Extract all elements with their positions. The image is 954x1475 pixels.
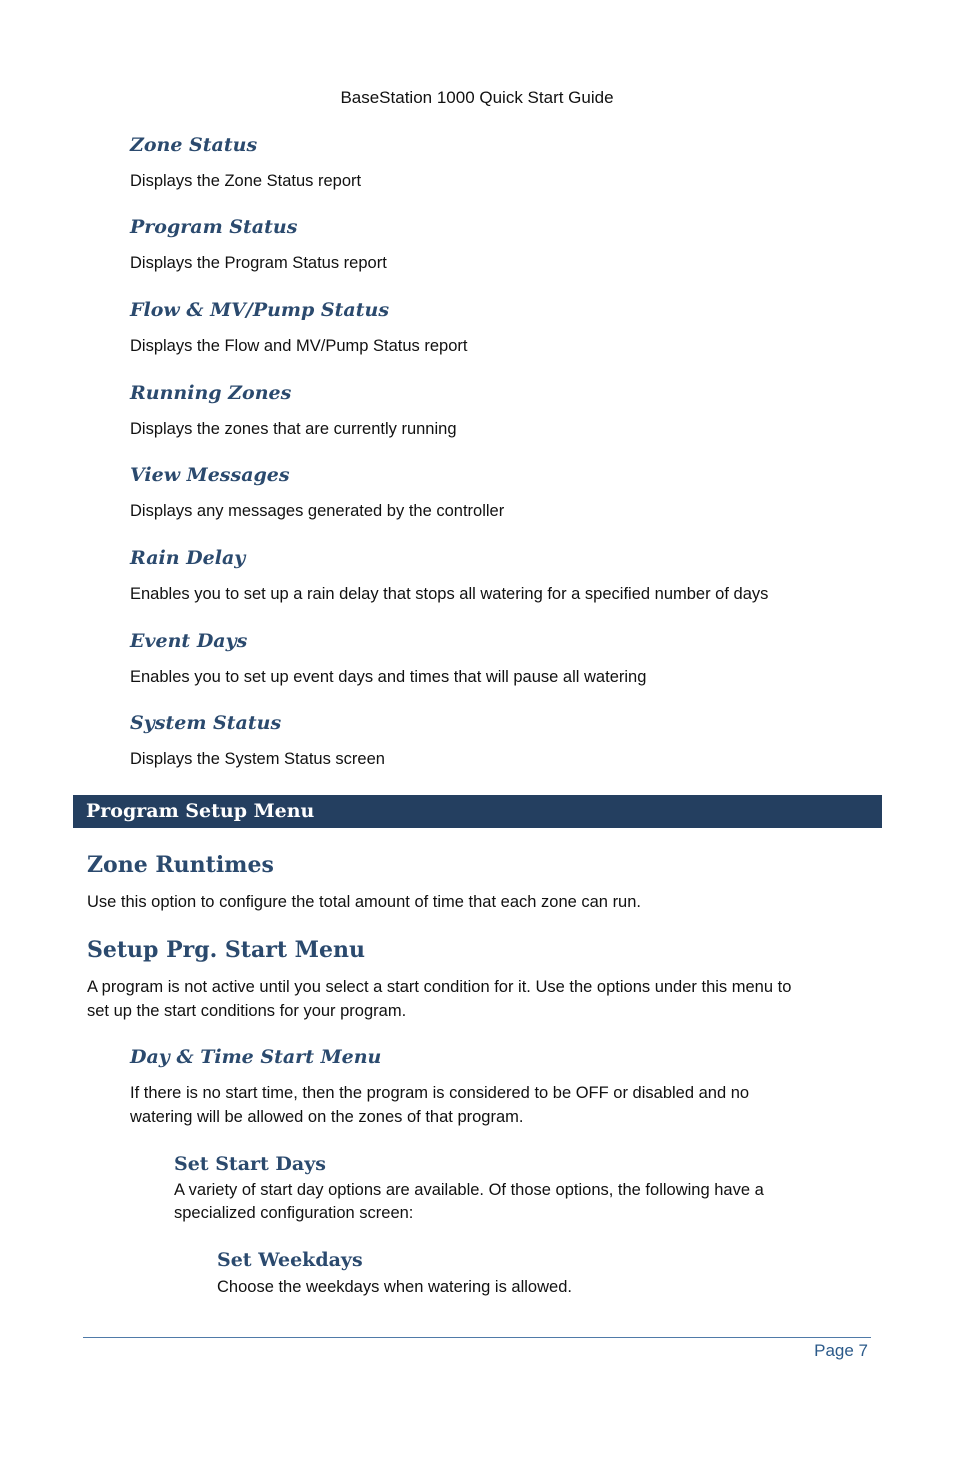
flow-status-desc: Displays the Flow and MV/Pump Status report [130, 337, 468, 355]
rain-delay-heading: Rain Delay [130, 547, 246, 569]
zone-status-heading: Zone Status [130, 134, 258, 156]
page-number: Page 7 [814, 1341, 868, 1360]
day-time-desc-line1: If there is no start time, then the program is considered to be OFF or disabled and no [130, 1084, 750, 1102]
zone-runtimes-desc: Use this option to configure the total amount of time that each zone can run. [87, 893, 641, 911]
event-days-heading: Event Days [130, 630, 248, 652]
zone-runtimes-heading: Zone Runtimes [87, 852, 274, 878]
setup-start-desc-line1: A program is not active until you select a start condition for it. Use the options under this menu to [87, 978, 792, 996]
day-time-heading: Day & Time Start Menu [130, 1046, 382, 1068]
system-status-desc: Displays the System Status screen [130, 750, 385, 768]
setup-start-heading: Setup Prg. Start Menu [87, 937, 365, 963]
program-status-heading: Program Status [130, 216, 298, 238]
start-days-desc-line1: A variety of start day options are available. Of those options, the following have a [174, 1181, 764, 1199]
flow-status-heading: Flow & MV/Pump Status [130, 299, 390, 321]
weekdays-heading: Set Weekdays [217, 1249, 363, 1271]
program-setup-section-bar [73, 795, 882, 828]
weekdays-desc: Choose the weekdays when watering is allowed. [217, 1278, 572, 1296]
event-days-desc: Enables you to set up event days and times that will pause all watering [130, 668, 647, 686]
day-time-desc-line2: watering will be allowed on the zones of that program. [130, 1108, 524, 1126]
program-setup-heading: Program Setup Menu [86, 800, 315, 822]
system-status-heading: System Status [130, 712, 282, 734]
start-days-desc-line2: specialized configuration screen: [174, 1204, 414, 1222]
running-zones-desc: Displays the zones that are currently running [130, 420, 457, 438]
footer-divider [83, 1337, 871, 1338]
view-messages-heading: View Messages [130, 464, 290, 486]
view-messages-desc: Displays any messages generated by the controller [130, 502, 505, 520]
page-header-title: BaseStation 1000 Quick Start Guide [340, 88, 614, 107]
zone-status-desc: Displays the Zone Status report [130, 172, 362, 190]
setup-start-desc-line2: set up the start conditions for your program. [87, 1002, 407, 1020]
running-zones-heading: Running Zones [130, 382, 292, 404]
program-status-desc: Displays the Program Status report [130, 254, 387, 272]
start-days-heading: Set Start Days [174, 1153, 326, 1175]
rain-delay-desc: Enables you to set up a rain delay that stops all watering for a specified number of days [130, 585, 769, 603]
